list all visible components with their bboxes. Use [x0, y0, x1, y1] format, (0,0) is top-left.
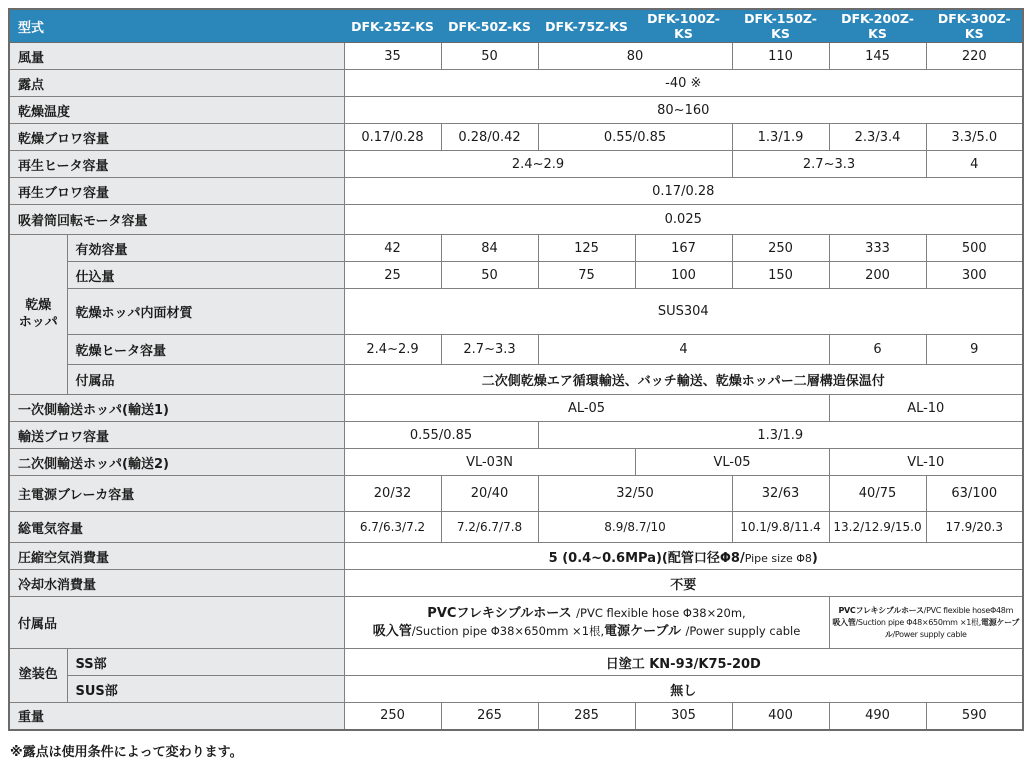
header-model-dfk-200z-ks: DFK-200Z-KS: [829, 9, 926, 43]
cell-secondary-transport-hopper-1: VL-05: [635, 449, 829, 476]
cell-hopper-charge-amount-4: 150: [732, 262, 829, 289]
dew-point-footnote: ※露点は使用条件によって変わります。: [10, 744, 243, 760]
cell-regen-heater-capacity-1: 2.7~3.3: [732, 151, 926, 178]
cell-text-part: 5 (0.4~0.6MPa)(配管口径Φ8/: [548, 550, 745, 566]
cell-transport-blower-capacity-0: 0.55/0.85: [344, 422, 538, 449]
cell-main-breaker-capacity-3: 32/63: [732, 476, 829, 512]
spec-table: [8, 8, 1024, 731]
cell-text-part: 吸入管: [372, 623, 412, 639]
row-label-main-breaker-capacity: 主電源ブレーカ容量: [9, 476, 344, 512]
cell-airflow-1: 50: [441, 43, 538, 70]
row-label-rotor-motor-capacity: 吸着筒回転モータ容量: [9, 205, 344, 235]
row-label-hopper-effective-capacity: 有効容量: [67, 235, 344, 262]
cell-total-electric-capacity-0: 6.7/6.3/7.2: [344, 512, 441, 543]
row-label-cooling-water-consumption: 冷却水消費量: [9, 570, 344, 597]
cell-total-electric-capacity-1: 7.2/6.7/7.8: [441, 512, 538, 543]
row-paint-color-sus: [9, 676, 1023, 703]
cell-compressed-air-consumption-0: [344, 543, 1023, 570]
row-label-weight: 重量: [9, 703, 344, 730]
header-model-dfk-100z-ks: DFK-100Z-KS: [635, 9, 732, 43]
row-paint-color-ss: [9, 649, 1023, 676]
row-label-hopper-charge-amount: 仕込量: [67, 262, 344, 289]
header-model-dfk-150z-ks: DFK-150Z-KS: [732, 9, 829, 43]
cell-paint-color-sus-0: 無し: [344, 676, 1023, 703]
cell-text-part: /Suction pipe Φ38×650mm ×1根,: [411, 623, 605, 638]
cell-main-breaker-capacity-1: 20/40: [441, 476, 538, 512]
cell-drying-blower-capacity-3: 1.3/1.9: [732, 124, 829, 151]
cell-hopper-effective-capacity-6: 500: [926, 235, 1023, 262]
cell-machine-accessories-1: [829, 597, 1023, 649]
cell-drying-blower-capacity-0: 0.17/0.28: [344, 124, 441, 151]
cell-drying-heater-capacity-2: 4: [538, 335, 829, 365]
cell-hopper-effective-capacity-0: 42: [344, 235, 441, 262]
cell-line: [348, 623, 826, 641]
cell-total-electric-capacity-2: 8.9/8.7/10: [538, 512, 732, 543]
row-label-primary-transport-hopper: 一次側輸送ホッパ(輸送1): [9, 395, 344, 422]
row-regen-heater-capacity: [9, 151, 1023, 178]
row-machine-accessories: [9, 597, 1023, 649]
row-hopper-accessories: [9, 365, 1023, 395]
row-label-dew-point: 露点: [9, 70, 344, 97]
row-label-drying-temp: 乾燥温度: [9, 97, 344, 124]
cell-hopper-charge-amount-3: 100: [635, 262, 732, 289]
cell-paint-color-ss-0: 日塗工 KN-93/K75-20D: [344, 649, 1023, 676]
table-header: [9, 9, 1023, 43]
cell-hopper-charge-amount-1: 50: [441, 262, 538, 289]
cell-hopper-charge-amount-0: 25: [344, 262, 441, 289]
cell-main-breaker-capacity-0: 20/32: [344, 476, 441, 512]
cell-primary-transport-hopper-0: AL-05: [344, 395, 829, 422]
cell-text-part: /Power supply cable: [685, 623, 801, 638]
cell-main-breaker-capacity-4: 40/75: [829, 476, 926, 512]
group-label-line: 塗装色: [18, 667, 58, 683]
cell-regen-blower-capacity-0: 0.17/0.28: [344, 178, 1023, 205]
row-label-regen-blower-capacity: 再生ブロワ容量: [9, 178, 344, 205]
row-hopper-effective-capacity: [9, 235, 1023, 262]
cell-text-part: 電源ケーブル: [884, 617, 1020, 639]
row-hopper-inner-material: [9, 289, 1023, 335]
cell-hopper-accessories-0: 二次側乾燥エア循環輸送、バッチ輸送、乾燥ホッパー二層構造保温付: [344, 365, 1023, 395]
row-dew-point: [9, 70, 1023, 97]
table-body: [9, 43, 1023, 730]
row-label-airflow: 風量: [9, 43, 344, 70]
cell-drying-heater-capacity-3: 6: [829, 335, 926, 365]
cell-regen-heater-capacity-0: 2.4~2.9: [344, 151, 732, 178]
cell-weight-6: 590: [926, 703, 1023, 730]
row-rotor-motor-capacity: [9, 205, 1023, 235]
cell-main-breaker-capacity-5: 63/100: [926, 476, 1023, 512]
cell-line: [348, 605, 826, 623]
cell-secondary-transport-hopper-0: VL-03N: [344, 449, 635, 476]
row-label-drying-heater-capacity: 乾燥ヒータ容量: [67, 335, 344, 365]
cell-drying-blower-capacity-1: 0.28/0.42: [441, 124, 538, 151]
row-cooling-water-consumption: [9, 570, 1023, 597]
row-drying-temp: [9, 97, 1023, 124]
group-label-paint-color-ss: [9, 649, 67, 703]
row-total-electric-capacity: [9, 512, 1023, 543]
cell-hopper-charge-amount-5: 200: [829, 262, 926, 289]
cell-weight-2: 285: [538, 703, 635, 730]
row-hopper-charge-amount: [9, 262, 1023, 289]
row-regen-blower-capacity: [9, 178, 1023, 205]
cell-dew-point-0: -40 ※: [344, 70, 1023, 97]
row-label-secondary-transport-hopper: 二次側輸送ホッパ(輸送2): [9, 449, 344, 476]
cell-drying-blower-capacity-2: 0.55/0.85: [538, 124, 732, 151]
cell-airflow-4: 145: [829, 43, 926, 70]
cell-total-electric-capacity-3: 10.1/9.8/11.4: [732, 512, 829, 543]
cell-airflow-0: 35: [344, 43, 441, 70]
cell-drying-heater-capacity-1: 2.7~3.3: [441, 335, 538, 365]
header-model-label: 型式: [9, 9, 344, 43]
row-label-paint-color-ss: SS部: [67, 649, 344, 676]
row-drying-heater-capacity: [9, 335, 1023, 365]
row-label-regen-heater-capacity: 再生ヒータ容量: [9, 151, 344, 178]
cell-text-part: /PVC flexible hose Φ38×20m,: [576, 605, 746, 620]
cell-hopper-charge-amount-2: 75: [538, 262, 635, 289]
row-drying-blower-capacity: [9, 124, 1023, 151]
cell-line: [831, 605, 1022, 617]
cell-primary-transport-hopper-1: AL-10: [829, 395, 1023, 422]
group-label-line: ホッパ: [18, 314, 58, 330]
row-weight: [9, 703, 1023, 730]
cell-weight-1: 265: [441, 703, 538, 730]
cell-text-part: PVCフレキシブルホース: [838, 605, 924, 615]
cell-drying-heater-capacity-0: 2.4~2.9: [344, 335, 441, 365]
cell-drying-heater-capacity-4: 9: [926, 335, 1023, 365]
cell-weight-0: 250: [344, 703, 441, 730]
header-model-dfk-300z-ks: DFK-300Z-KS: [926, 9, 1023, 43]
cell-drying-temp-0: 80~160: [344, 97, 1023, 124]
cell-weight-3: 305: [635, 703, 732, 730]
cell-text-part: /PVC flexible hoseΦ48m: [923, 605, 1014, 615]
row-secondary-transport-hopper: [9, 449, 1023, 476]
header-model-dfk-25z-ks: DFK-25Z-KS: [344, 9, 441, 43]
header-row: [9, 9, 1023, 43]
group-label-hopper-effective-capacity: [9, 235, 67, 395]
cell-transport-blower-capacity-1: 1.3/1.9: [538, 422, 1023, 449]
row-main-breaker-capacity: [9, 476, 1023, 512]
cell-machine-accessories-0: [344, 597, 829, 649]
cell-main-breaker-capacity-2: 32/50: [538, 476, 732, 512]
cell-drying-blower-capacity-4: 2.3/3.4: [829, 124, 926, 151]
cell-text-part: /Power supply cable: [892, 629, 967, 639]
row-label-hopper-inner-material: 乾燥ホッパ内面材質: [67, 289, 344, 335]
cell-regen-heater-capacity-2: 4: [926, 151, 1023, 178]
row-label-compressed-air-consumption: 圧縮空気消費量: [9, 543, 344, 570]
cell-hopper-effective-capacity-4: 250: [732, 235, 829, 262]
cell-line: [831, 617, 1022, 641]
cell-drying-blower-capacity-5: 3.3/5.0: [926, 124, 1023, 151]
row-label-machine-accessories: 付属品: [9, 597, 344, 649]
cell-secondary-transport-hopper-2: VL-10: [829, 449, 1023, 476]
cell-airflow-2: 80: [538, 43, 732, 70]
row-primary-transport-hopper: [9, 395, 1023, 422]
row-label-drying-blower-capacity: 乾燥ブロワ容量: [9, 124, 344, 151]
cell-weight-5: 490: [829, 703, 926, 730]
cell-airflow-5: 220: [926, 43, 1023, 70]
cell-hopper-effective-capacity-1: 84: [441, 235, 538, 262]
cell-total-electric-capacity-4: 13.2/12.9/15.0: [829, 512, 926, 543]
row-label-hopper-accessories: 付属品: [67, 365, 344, 395]
cell-cooling-water-consumption-0: 不要: [344, 570, 1023, 597]
cell-text-part: ): [811, 550, 818, 566]
cell-total-electric-capacity-5: 17.9/20.3: [926, 512, 1023, 543]
row-airflow: [9, 43, 1023, 70]
cell-hopper-effective-capacity-3: 167: [635, 235, 732, 262]
header-model-dfk-75z-ks: DFK-75Z-KS: [538, 9, 635, 43]
cell-text-part: Pipe size Φ8: [744, 551, 812, 565]
row-label-paint-color-sus: SUS部: [67, 676, 344, 703]
header-model-dfk-50z-ks: DFK-50Z-KS: [441, 9, 538, 43]
group-label-line: 乾燥: [25, 298, 52, 314]
cell-weight-4: 400: [732, 703, 829, 730]
row-transport-blower-capacity: [9, 422, 1023, 449]
cell-hopper-effective-capacity-5: 333: [829, 235, 926, 262]
cell-text-part: 電源ケーブル: [604, 623, 686, 639]
cell-hopper-charge-amount-6: 300: [926, 262, 1023, 289]
row-label-transport-blower-capacity: 輸送ブロワ容量: [9, 422, 344, 449]
cell-text-part: PVCフレキシブルホース: [427, 605, 577, 621]
cell-text-part: 吸入管: [832, 617, 856, 627]
cell-text-part: /Suction pipe Φ48×650mm ×1根,: [855, 617, 981, 627]
cell-hopper-inner-material-0: SUS304: [344, 289, 1023, 335]
row-compressed-air-consumption: [9, 543, 1023, 570]
row-label-total-electric-capacity: 総電気容量: [9, 512, 344, 543]
cell-airflow-3: 110: [732, 43, 829, 70]
cell-hopper-effective-capacity-2: 125: [538, 235, 635, 262]
cell-rotor-motor-capacity-0: 0.025: [344, 205, 1023, 235]
